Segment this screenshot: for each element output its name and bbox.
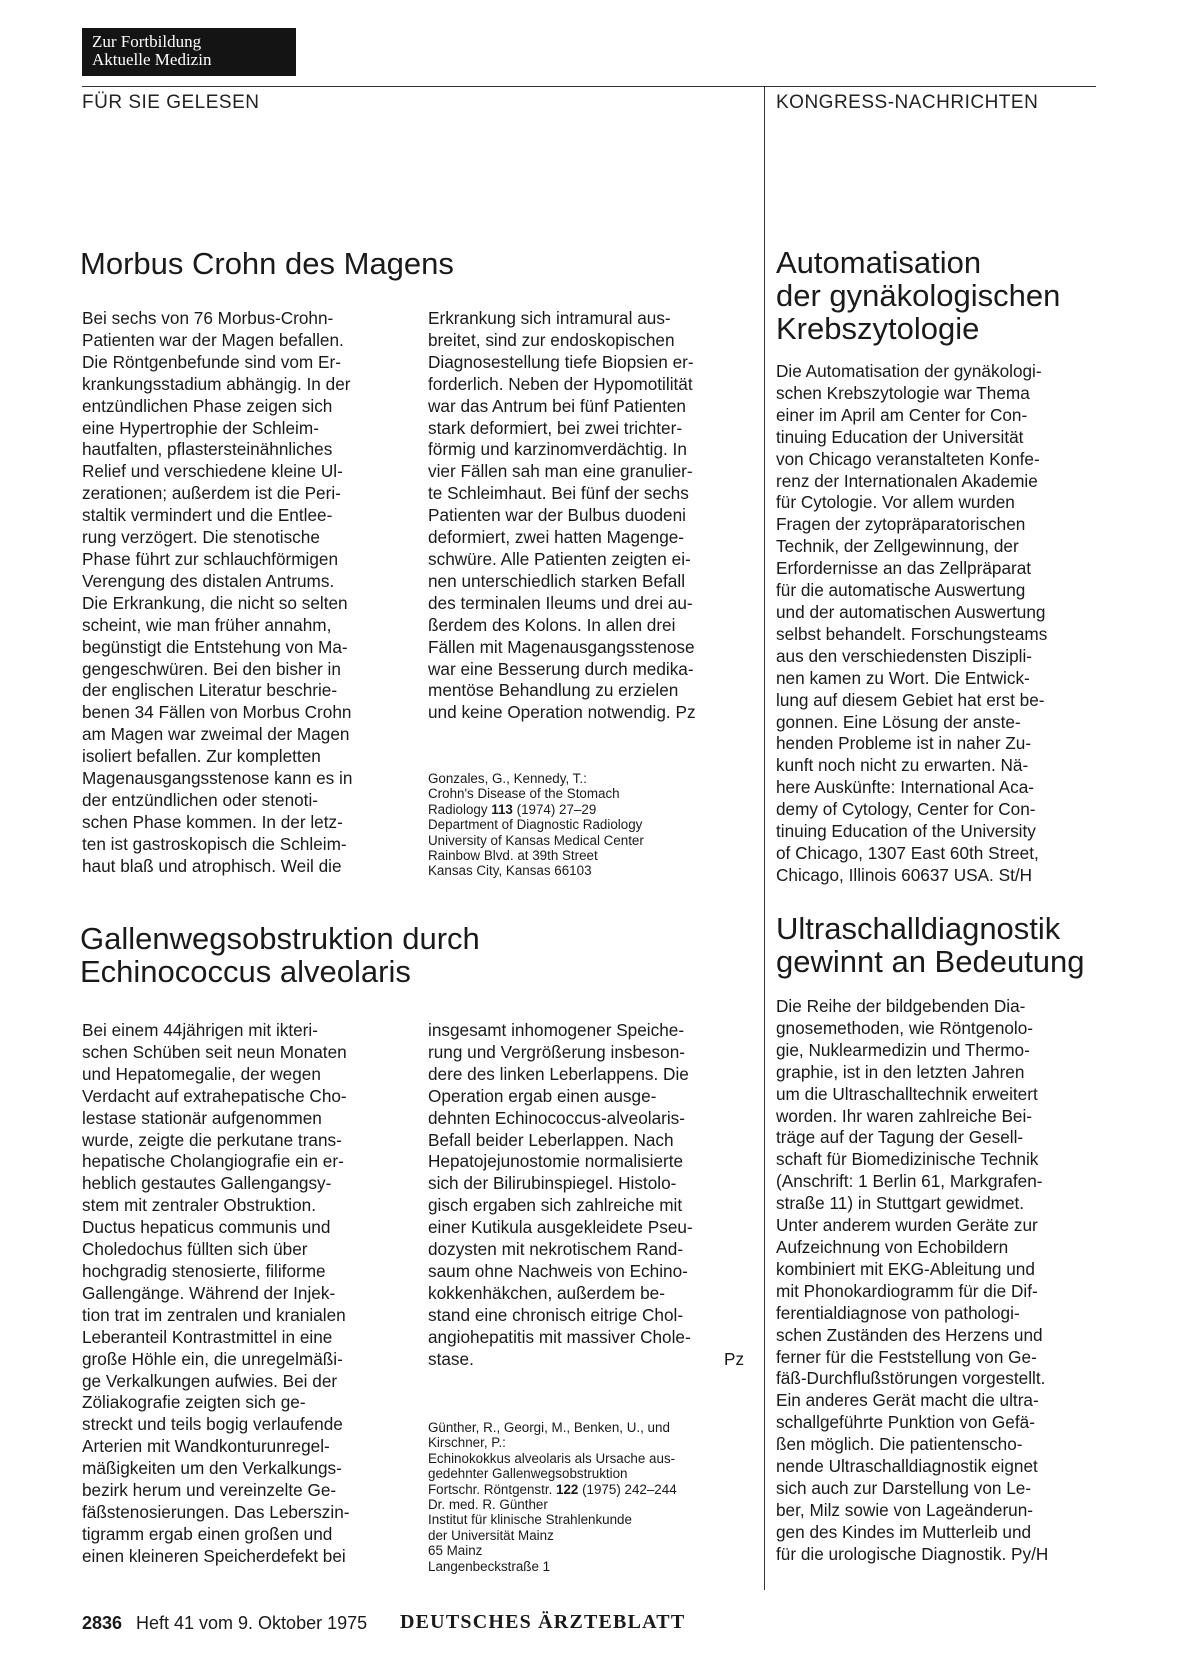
article-crohn-reference [428, 771, 750, 879]
article-crohn-col1: Bei sechs von 76 Morbus-Crohn- Patienten war der Magen befallen. Die Röntgenbefunde sind vom Er- krankungsstadium abhängig. In der entzündlichen Phase zeigen sich eine Hypertrophie der Schleim- hautfalten, pflastersteinähnliches Relief und verschiedene kleine Ul- zerationen; außerdem ist die Peri- staltik vermindert und die Entlee- rung verzögert. Die stenotische Phase führt zur schlauchförmigen Verengung des distalen Antrums. Die Erkrankung, die nicht so selten scheint, wie man früher annahm, begünstigt die Entstehung von Ma- gengeschwüren. Bei den bisher in der englischen Literatur beschrie- benen 34 Fällen von Morbus Crohn am Magen war zweimal der Magen isoliert befallen. Zur kompletten Magenausgangsstenose kann es in der entzündlichen oder stenoti- schen Phase kommen. In der letz- ten ist gastroskopisch die Schleim- haut blaß und atrophisch. Weil die [82, 308, 353, 876]
article-crohn-title: Morbus Crohn des Magens [80, 246, 454, 281]
page-number: 2836 [82, 1613, 123, 1633]
article-cytology-title-line2: der gynäkologischen [776, 278, 1061, 313]
article-echino-reference [428, 1420, 750, 1574]
ref-crohn-part1: Gonzales, G., Kennedy, T.: Crohn's Disease of the Stomach Radiology [428, 771, 620, 817]
article-cytology-title [776, 246, 1060, 345]
article-echino-signature: Pz [724, 1349, 745, 1369]
section-tag [82, 28, 296, 76]
journal-name: DEUTSCHES ÄRZTEBLATT [400, 1611, 686, 1633]
section-tag-line1: Zur Fortbildung [92, 32, 202, 51]
ref-echino-volume: 122 [556, 1481, 579, 1497]
section-tag-line2: Aktuelle Medizin [92, 50, 212, 69]
column-divider [764, 86, 765, 1590]
article-crohn-col2: Erkrankung sich intramural aus- breitet, sind zur endoskopischen Diagnosestellung tiefe Biopsien er- forderlich. Neben der Hypomotilität war das Antrum bei fünf Patienten stark deformiert, bei zwei trichter- förmig und karzinomverdächtig. In vier Fällen sah man eine granulier- te Schleimhaut. Bei fünf der sechs Patienten war der Bulbus duodeni deformiert, zwei hatten Magenge- schwüre. Alle Patienten zeigten ei- nen unterschiedlich starken Befall des terminalen Ileums und drei au- ßerdem des Kolons. In allen drei Fällen mit Magenausgangsstenose war eine Besserung durch medika- mentöse Behandlung zu erzielen und keine Operation notwendig. Pz [428, 308, 696, 723]
ref-crohn-part2: (1974) 27–29 Department of Diagnostic Radiology University of Kansas Medical Center Rainbow Blvd. at 39th Street Kansas City, Kansas 66103 [428, 801, 644, 879]
article-echino-col2: insgesamt inhomogener Speiche- rung und Vergrößerung insbeson- dere des linken Leberlappens. Die Operation ergab einen ausge- dehnten Echinococcus-alveolaris- Befall beider Leberlappen. Nach Hepatojejunostomie normalisierte sich der Bilirubinspiegel. Histolo- gisch ergaben sich zahlreiche mit einer Kutikula ausgekleidete Pseu- dozysten mit nekrotischem Rand- saum ohne Nachweis von Echino- kokkenhäkchen, außerdem be- stand eine chronisch eitrige Chol- angiohepatitis mit massiver Chole- stase. [428, 1020, 693, 1369]
article-ultrasound-title [776, 912, 1085, 978]
ref-crohn-volume: 113 [491, 801, 513, 817]
article-echino-title-line1: Gallenwegsobstruktion durch [80, 921, 480, 956]
left-section-label: FÜR SIE GELESEN [82, 92, 260, 113]
right-section-label: KONGRESS-NACHRICHTEN [776, 92, 1039, 113]
article-echino-title-line2: Echinococcus alveolaris [80, 954, 411, 989]
article-cytology-title-line1: Automatisation [776, 245, 982, 280]
article-echino-col1: Bei einem 44jährigen mit ikteri- schen Schüben seit neun Monaten und Hepatomegalie, der wegen Verdacht auf extrahepatische Cho- lestase stationär aufgenommen wurde, zeigte die perkutane trans- hepatische Cholangiografie ein er- heblich gestautes Gallengangsy- stem mit zentraler Obstruktion. Ductus hepaticus communis und Choledochus füllten sich über hochgradig stenosierte, filiforme Gallengänge. Während der Injek- tion trat im zentralen und kranialen Leberanteil Kontrastmittel in eine große Höhle ein, die unregelmäßi- ge Verkalkungen aufwies. Bei der Zöliakografie zeigten sich ge- streckt und teils bogig verlaufende Arterien mit Wandkonturunregel- mäßigkeiten um den Verkalkungs- bezirk herum und vereinzelte Ge- fäßstenosierungen. Das Leberszin- tigramm ergab einen großen und einen kleineren Speicherdefekt bei [82, 1020, 350, 1566]
article-cytology-title-line3: Krebszytologie [776, 311, 980, 346]
article-ultrasound-title-line1: Ultraschalldiagnostik [776, 911, 1061, 946]
ref-echino-part2: (1975) 242–244 Dr. med. R. Günther Institut für klinische Strahlenkunde der Universität Mainz 65 Mainz Langenbeckstraße 1 [428, 1481, 677, 1574]
article-ultrasound-body: Die Reihe der bildgebenden Dia- gnosemethoden, wie Röntgenolo- gie, Nuklearmedizin und Thermo- graphie, ist in den letzten Jahren um die Ultraschalltechnik erweitert worden. Ihr waren zahlreiche Bei- träge auf der Tagung der Gesell- schaft für Biomedizinische Technik (Anschrift: 1 Berlin 61, Markgrafen- straße 11) in Stuttgart gewidmet. Unter anderem wurden Geräte zur Aufzeichnung von Echobildern kombiniert mit EKG-Ableitung und mit Phonokardiogramm für die Dif- ferentialdiagnose von pathologi- schen Zuständen des Herzens und ferner für die Feststellung von Ge- fäß-Durchflußstörungen vorgestellt. Ein anderes Gerät macht die ultra- schallgeführte Punktion von Gefä- ßen möglich. Die patientenscho- nende Ultraschalldiagnostik eignet sich auch zur Darstellung von Le- ber, Milz sowie von Lageänderun- gen des Kindes im Mutterleib und für die urologische Diagnostik. Py/H [776, 996, 1049, 1564]
header-rule [82, 86, 1096, 87]
article-cytology-body: Die Automatisation der gynäkologi- schen Krebszytologie war Thema einer im April am Center for Con- tinuing Education der Universität von Chicago veranstalteten Konfe- renz der Internationalen Akademie für Cytologie. Vor allem wurden Fragen der zytopräparatorischen Technik, der Zellgewinnung, der Erfordernisse an das Zellpräparat für die automatische Auswertung und der automatischen Auswertung selbst behandelt. Forschungsteams aus den verschiedensten Diszipli- nen kamen zu Wort. Die Entwick- lung auf diesem Gebiet hat erst be- gonnen. Eine Lösung der anste- henden Probleme ist in naher Zu- kunft noch nicht zu erwarten. Nä- here Auskünfte: International Aca- demy of Cytology, Center for Con- tinuing Education of the University of Chicago, 1307 East 60th Street, Chicago, Illinois 60637 USA. St/H [776, 361, 1048, 885]
ref-echino-part1: Günther, R., Georgi, M., Benken, U., und Kirschner, P.: Echinokokkus alveolaris als Ursache aus- gedehnter Gallenwegsobstruktion Fortschr. Röntgenstr. [428, 1420, 676, 1497]
article-ultrasound-title-line2: gewinnt an Bedeutung [776, 944, 1085, 979]
issue-info: Heft 41 vom 9. Oktober 1975 [136, 1613, 368, 1633]
article-echino-title [80, 922, 480, 988]
